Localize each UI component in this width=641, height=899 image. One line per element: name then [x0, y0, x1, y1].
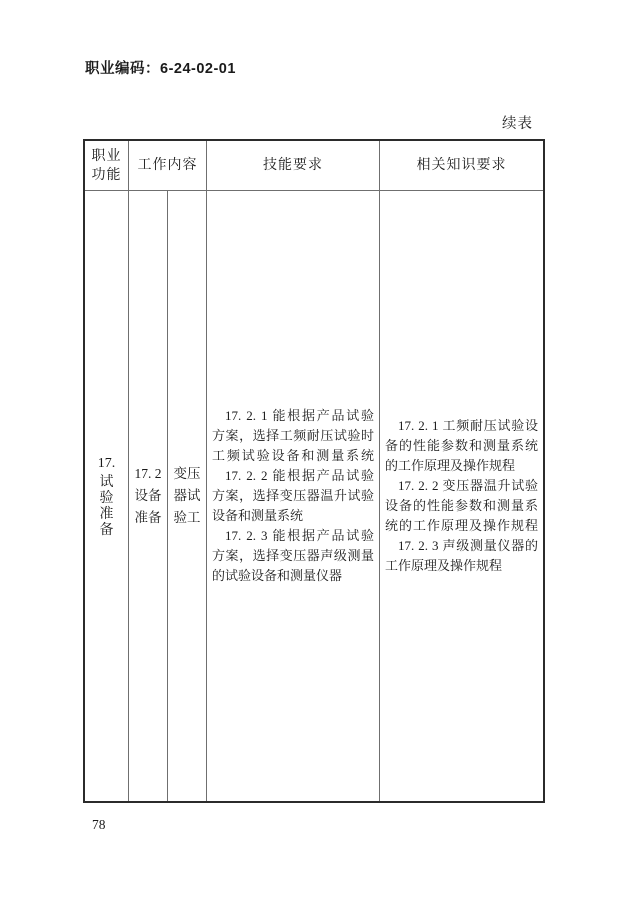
header-work-content	[129, 141, 207, 191]
text-line: 功能	[91, 167, 122, 183]
requirement-item	[212, 406, 374, 466]
requirement-line: 17. 2. 2 能根据产品试验	[225, 468, 374, 483]
requirement-line: 方案，选择变压器声级测量	[212, 548, 374, 563]
requirement-line: 的试验设备和测量仪器	[212, 568, 343, 583]
text-line: 准备	[134, 510, 162, 525]
text-line: 试	[99, 475, 114, 490]
header-skill-requirements-label: 技能要求	[263, 158, 323, 173]
requirement-line: 方案，选择工频耐压试验时	[212, 428, 374, 443]
text-line: 职业	[91, 148, 122, 164]
requirement-line: 17. 2. 2 变压器温升试验	[398, 478, 538, 493]
requirement-line: 17. 2. 1 能根据产品试验	[225, 408, 374, 423]
requirement-line: 设备的性能参数和测量系	[385, 498, 538, 513]
text-line: 备	[99, 523, 114, 538]
requirement-line: 方案，选择变压器温升试验	[212, 488, 374, 503]
requirement-line: 工频试验设备和测量系统	[212, 448, 374, 463]
text-line: 验工	[173, 510, 201, 525]
continued-table-label: 续表	[502, 116, 533, 132]
requirement-line: 17. 2. 3 能根据产品试验	[225, 528, 374, 543]
cell-work-content-task	[129, 191, 168, 801]
text-line: 变压	[173, 466, 201, 481]
requirement-item	[385, 416, 538, 476]
header-knowledge-requirements-label: 相关知识要求	[416, 158, 507, 173]
requirement-item	[212, 466, 374, 526]
requirement-line: 17. 2. 1 工频耐压试验设	[398, 418, 538, 433]
requirement-item	[385, 536, 538, 576]
occupational-standard-table	[83, 139, 545, 803]
requirement-line: 工作原理及操作规程	[385, 558, 503, 573]
requirement-line: 备的性能参数和测量系统	[385, 438, 538, 453]
requirement-item	[385, 476, 538, 536]
cell-knowledge-requirements	[380, 191, 543, 801]
text-line: 17.	[97, 456, 116, 471]
cell-worker-type	[168, 191, 207, 801]
header-occupational-function	[85, 141, 129, 191]
requirement-line: 的工作原理及操作规程	[385, 458, 516, 473]
requirement-item	[212, 526, 374, 586]
cell-occupational-function	[85, 191, 129, 801]
text-line: 17. 2	[134, 466, 162, 481]
text-line: 准	[99, 507, 114, 522]
occupation-code: 职业编码：6-24-02-01	[85, 61, 236, 77]
page-number: 78	[92, 817, 106, 832]
requirement-line: 设备和测量系统	[212, 508, 304, 523]
header-knowledge-requirements	[380, 141, 543, 191]
requirement-line: 17. 2. 3 声级测量仪器的	[398, 538, 538, 553]
header-work-content-label: 工作内容	[137, 158, 198, 173]
requirement-line: 统的工作原理及操作规程	[385, 518, 538, 533]
header-skill-requirements	[207, 141, 380, 191]
text-line: 验	[99, 491, 114, 506]
cell-skill-requirements	[207, 191, 380, 801]
text-line: 器试	[173, 488, 201, 503]
text-line: 设备	[134, 488, 162, 503]
